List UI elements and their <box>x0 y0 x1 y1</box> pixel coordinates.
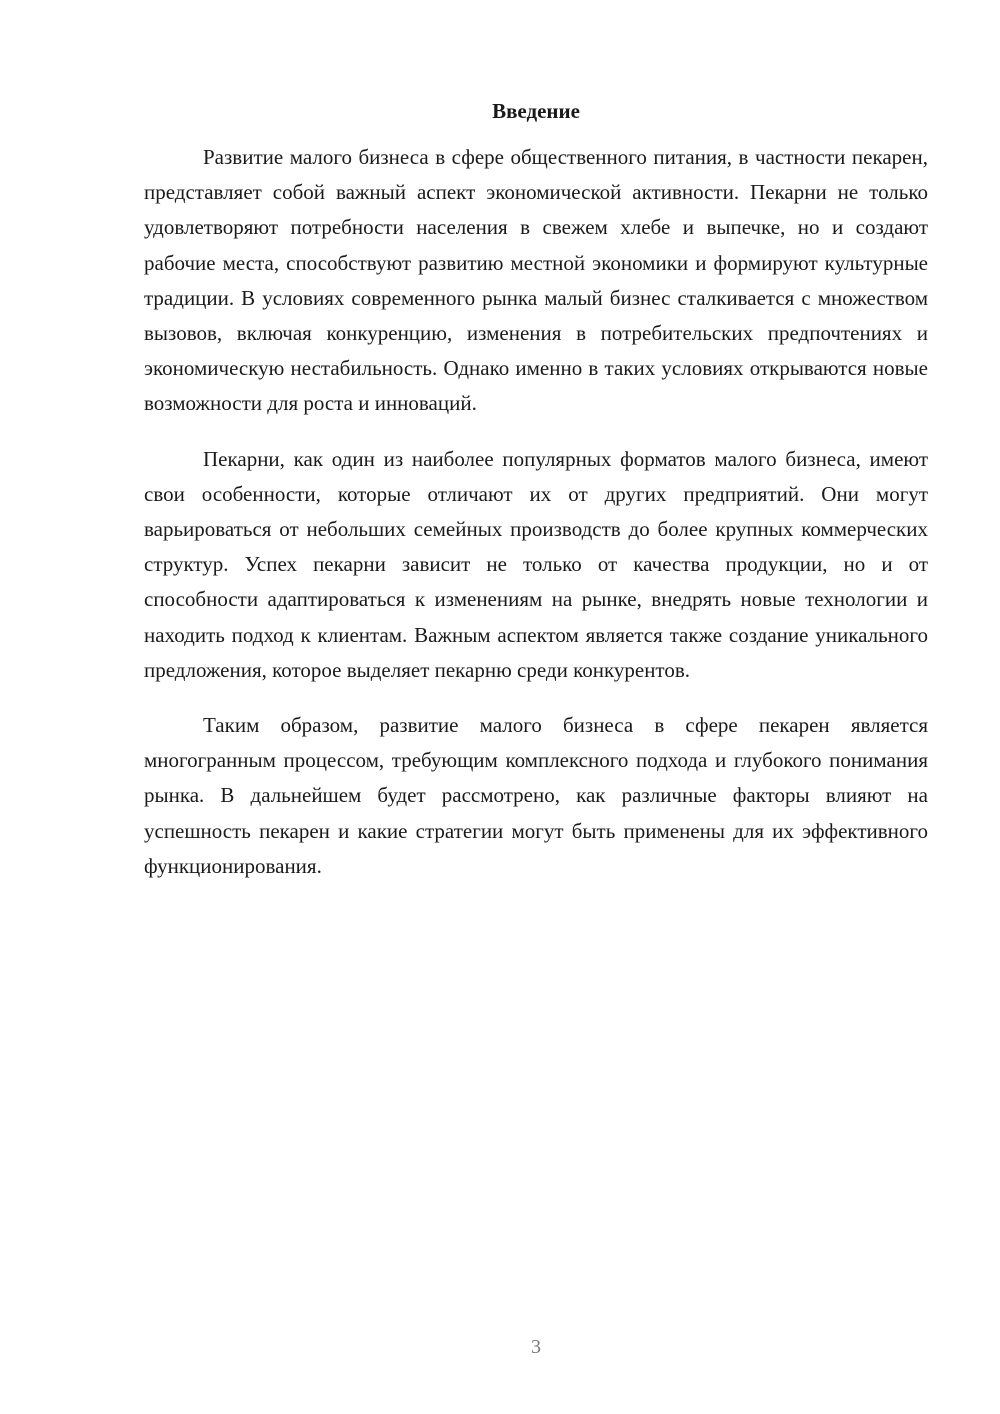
paragraph-1: Развитие малого бизнеса в сфере общественного питания, в частности пекарен, представляет собой важный аспект экономической активности. Пекарни не только удовлетворяют потребности населения в свежем хлебе и выпечке, но и создают рабочие места, способствуют развитию местной экономики и формируют культурные традиции. В условиях современного рынка малый бизнес сталкивается с множеством вызовов, включая конкуренцию, изменения в потребительских предпочтениях и экономическую нестабильность. Однако именно в таких условиях открываются новые возможности для роста и инноваций. <box>144 145 928 416</box>
paragraph-3: Таким образом, развитие малого бизнеса в сфере пекарен является многогранным процессом, требующим комплексного подхода и глубокого понимания рынка. В дальнейшем будет рассмотрено, как различные факторы влияют на успешность пекарен и какие стратегии могут быть применены для их эффективного функционирования. <box>144 713 928 878</box>
paragraph-2: Пекарни, как один из наиболее популярных форматов малого бизнеса, имеют свои особенности, которые отличают их от других предприятий. Они могут варьироваться от небольших семейных производств до более крупных коммерческих структур. Успех пекарни зависит не только от качества продукции, но и от способности адаптироваться к изменениям на рынке, внедрять новые технологии и находить подход к клиентам. Важным аспектом является также создание уникального предложения, которое выделяет пекарню среди конкурентов. <box>144 446 928 682</box>
body-text <box>144 140 928 904</box>
section-heading: Введение <box>492 99 580 123</box>
page-number: 3 <box>531 1336 541 1358</box>
